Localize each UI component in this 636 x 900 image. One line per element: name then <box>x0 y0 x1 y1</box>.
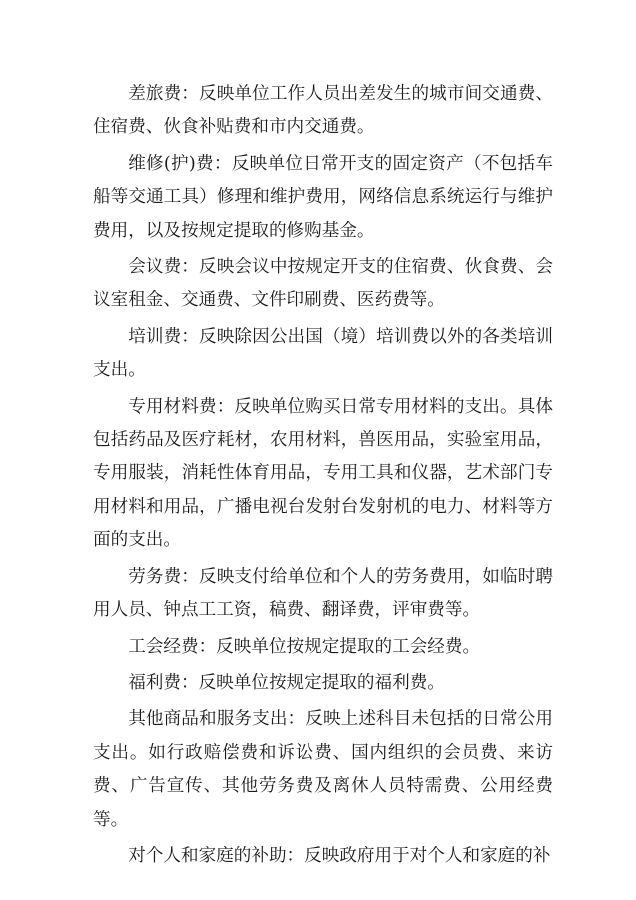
paragraph-other-goods-services: 其他商品和服务支出：反映上述科目未包括的日常公用支出。如行政赔偿费和诉讼费、国内组织的会员费、来访费、广告宣传、其他劳务费及离休人员特需费、公用经费等。 <box>93 709 553 830</box>
paragraph-welfare-expenses: 福利费：反映单位按规定提取的福利费。 <box>128 672 445 693</box>
document-body <box>93 78 553 876</box>
paragraph-labor-expenses: 劳务费：反映支付给单位和个人的劳务费用，如临时聘用人员、钟点工工资，稿费、翻译费，评审费等。 <box>93 566 553 621</box>
paragraph-union-funds: 工会经费：反映单位按规定提取的工会经费。 <box>128 636 481 657</box>
paragraph-special-materials: 专用材料费：反映单位购买日常专用材料的支出。具体包括药品及医疗耗材，农用材料，兽医用品，实验室用品，专用服装，消耗性体育用品，专用工具和仪器，艺术部门专用材料和用品，广播电视台发射台发射机的电力、材料等方面的支出。 <box>93 396 553 551</box>
paragraph-travel-expenses: 差旅费：反映单位工作人员出差发生的城市间交通费、住宿费、伙食补贴费和市内交通费。 <box>93 84 553 138</box>
paragraph-household-subsidies: 对个人和家庭的补助：反映政府用于对个人和家庭的补 <box>128 845 551 866</box>
paragraph-training-expenses: 培训费：反映除因公出国（境）培训费以外的各类培训支出。 <box>93 326 553 381</box>
paragraph-meeting-expenses: 会议费：反映会议中按规定开支的住宿费、伙食费、会议室租金、交通费、文件印刷费、医药费等。 <box>93 257 553 311</box>
paragraph-maintenance-expenses: 维修(护)费：反映单位日常开支的固定资产（不包括车船等交通工具）修理和维护费用，网络信息系统运行与维护费用，以及按规定提取的修购基金。 <box>93 153 553 241</box>
